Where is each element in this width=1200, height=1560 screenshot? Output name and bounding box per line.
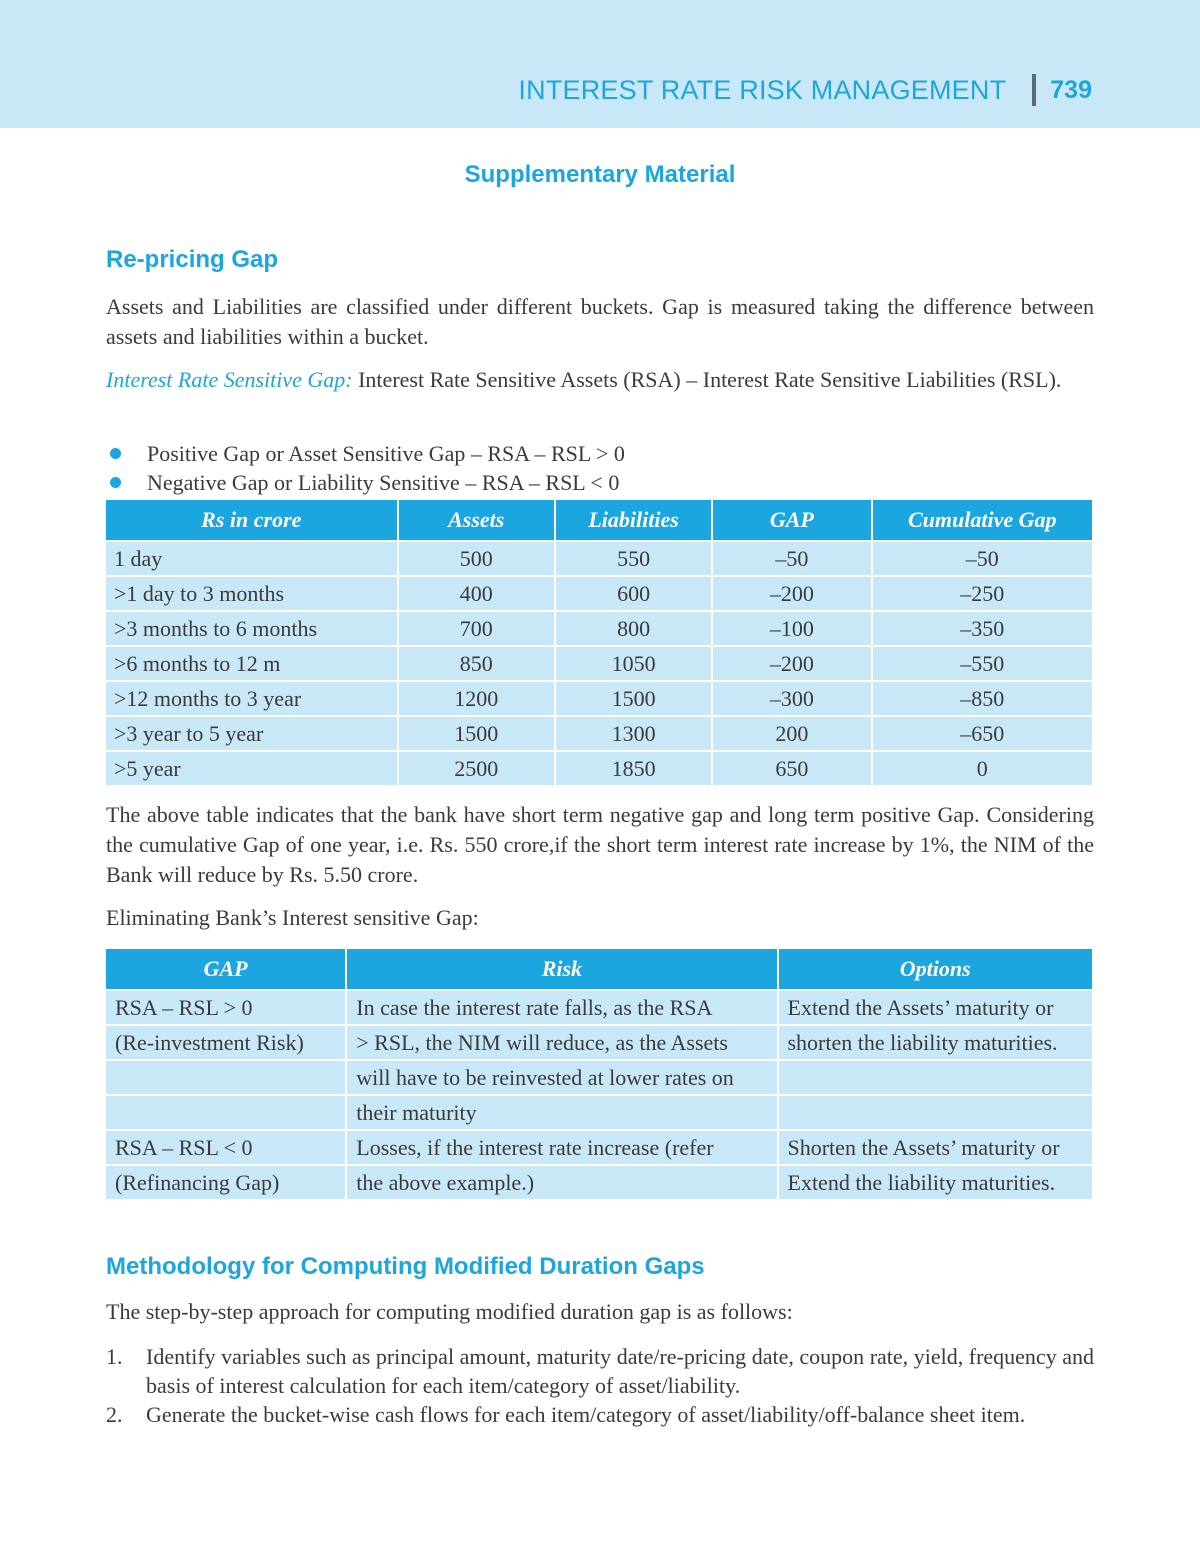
table-cell: the above example.) <box>347 1166 776 1199</box>
table-cell: RSA – RSL > 0 <box>106 991 345 1024</box>
header-divider <box>1032 74 1036 106</box>
column-header: GAP <box>713 500 870 540</box>
table-cell: 550 <box>556 542 711 575</box>
table-cell: –650 <box>873 717 1092 750</box>
table-cell: >6 months to 12 m <box>106 647 397 680</box>
column-header: Options <box>779 949 1093 989</box>
table-cell: (Re-investment Risk) <box>106 1026 345 1059</box>
table-cell: their maturity <box>347 1096 776 1129</box>
table-header-row <box>106 949 1092 989</box>
table-cell: 400 <box>399 577 554 610</box>
column-header: Risk <box>347 949 776 989</box>
page-number: 739 <box>1050 75 1092 104</box>
table-cell: RSA – RSL < 0 <box>106 1131 345 1164</box>
table-cell: >12 months to 3 year <box>106 682 397 715</box>
table-cell: 1850 <box>556 752 711 785</box>
table-cell: 1050 <box>556 647 711 680</box>
table-row <box>106 1166 1092 1199</box>
column-header: Cumulative Gap <box>873 500 1092 540</box>
table-row <box>106 647 1092 680</box>
table-cell: 1500 <box>399 717 554 750</box>
table-cell: > RSL, the NIM will reduce, as the Assets <box>347 1026 776 1059</box>
table-row <box>106 717 1092 750</box>
table-cell: 2500 <box>399 752 554 785</box>
list-item <box>106 439 1094 468</box>
bullet-text: Negative Gap or Liability Sensitive – RSA – RSL < 0 <box>147 469 620 495</box>
running-title: INTEREST RATE RISK MANAGEMENT <box>518 74 1007 105</box>
column-header: Liabilities <box>556 500 711 540</box>
supplementary-title: Supplementary Material <box>464 161 736 188</box>
table-cell: 1200 <box>399 682 554 715</box>
table-cell: –50 <box>873 542 1092 575</box>
table-cell: 1300 <box>556 717 711 750</box>
column-header: Rs in crore <box>106 500 397 540</box>
table-cell: 1500 <box>556 682 711 715</box>
bullet-text: Positive Gap or Asset Sensitive Gap – RSA – RSL > 0 <box>147 440 625 466</box>
table-cell: will have to be reinvested at lower rates on <box>347 1061 776 1094</box>
table-cell: –850 <box>873 682 1092 715</box>
table-cell: shorten the liability maturities. <box>779 1026 1093 1059</box>
table-cell <box>779 1096 1093 1129</box>
methodology-steps <box>106 1342 1094 1429</box>
table-cell <box>779 1061 1093 1094</box>
methodology-intro: The step-by-step approach for computing modified duration gap is as follows: <box>106 1299 793 1324</box>
table-cell: 200 <box>713 717 870 750</box>
running-header <box>518 70 1092 110</box>
table-cell: 850 <box>399 647 554 680</box>
list-item <box>106 1400 1094 1429</box>
definition-paragraph <box>106 365 1094 395</box>
table-cell: –550 <box>873 647 1092 680</box>
table-cell <box>106 1061 345 1094</box>
table-cell: 500 <box>399 542 554 575</box>
table-row <box>106 1131 1092 1164</box>
gap-type-list <box>106 439 1094 497</box>
methodology-heading: Methodology for Computing Modified Duration Gaps <box>106 1253 705 1280</box>
table-cell: –200 <box>713 577 870 610</box>
table-cell: 1 day <box>106 542 397 575</box>
list-item <box>106 468 1094 497</box>
column-header: GAP <box>106 949 345 989</box>
table-row <box>106 682 1092 715</box>
table-cell: –200 <box>713 647 870 680</box>
gap-risk-options-table <box>104 947 1094 1201</box>
bullet-icon <box>110 448 121 459</box>
step-number: 2. <box>106 1402 123 1427</box>
table-cell: >1 day to 3 months <box>106 577 397 610</box>
table-row <box>106 542 1092 575</box>
table-row <box>106 1096 1092 1129</box>
table-cell: 0 <box>873 752 1092 785</box>
table-cell: >3 year to 5 year <box>106 717 397 750</box>
table-cell: (Refinancing Gap) <box>106 1166 345 1199</box>
table-cell: Extend the liability maturities. <box>779 1166 1093 1199</box>
table-row <box>106 991 1092 1024</box>
table-cell: 600 <box>556 577 711 610</box>
list-item <box>106 1342 1094 1400</box>
eliminating-label: Eliminating Bank’s Interest sensitive Gap: <box>106 905 479 930</box>
table-cell: –350 <box>873 612 1092 645</box>
table-cell: Shorten the Assets’ maturity or <box>779 1131 1093 1164</box>
table-cell: >3 months to 6 months <box>106 612 397 645</box>
step-text: Identify variables such as principal amount, maturity date/re-pricing date, coupon rate, yield, frequency and basis of interest calculation for each item/category of asset/liability. <box>146 1344 1094 1398</box>
table-cell: >5 year <box>106 752 397 785</box>
repricing-gap-table <box>104 498 1094 787</box>
column-header: Assets <box>399 500 554 540</box>
table-cell: Extend the Assets’ maturity or <box>779 991 1093 1024</box>
table-row <box>106 752 1092 785</box>
table-cell: In case the interest rate falls, as the RSA <box>347 991 776 1024</box>
definition-lead: Interest Rate Sensitive Gap: <box>106 367 353 392</box>
step-text: Generate the bucket-wise cash flows for each item/category of asset/liability/off-balance sheet item. <box>146 1402 1026 1427</box>
table-row <box>106 1026 1092 1059</box>
table-row <box>106 612 1092 645</box>
step-number: 1. <box>106 1344 123 1369</box>
table-cell: –100 <box>713 612 870 645</box>
table-cell: Losses, if the interest rate increase (refer <box>347 1131 776 1164</box>
table-cell: 700 <box>399 612 554 645</box>
repricing-heading: Re-pricing Gap <box>106 246 279 273</box>
table-row <box>106 577 1092 610</box>
table-commentary: The above table indicates that the bank have short term negative gap and long term positive Gap. Considering the cumulative Gap of one year, i.e. Rs. 550 crore,if the short term interest rate increase by 1%, the NIM of the Bank will reduce by Rs. 5.50 crore. <box>106 802 1094 887</box>
table-cell: –50 <box>713 542 870 575</box>
repricing-intro: Assets and Liabilities are classified under different buckets. Gap is measured taking the difference between assets and liabilities within a bucket. <box>106 294 1094 349</box>
table-cell: 800 <box>556 612 711 645</box>
table-header-row <box>106 500 1092 540</box>
table-cell: –250 <box>873 577 1092 610</box>
table-cell: –300 <box>713 682 870 715</box>
definition-text: Interest Rate Sensitive Assets (RSA) – Interest Rate Sensitive Liabilities (RSL). <box>352 367 1062 392</box>
bullet-icon <box>110 477 121 488</box>
table-row <box>106 1061 1092 1094</box>
table-cell: 650 <box>713 752 870 785</box>
table-cell <box>106 1096 345 1129</box>
